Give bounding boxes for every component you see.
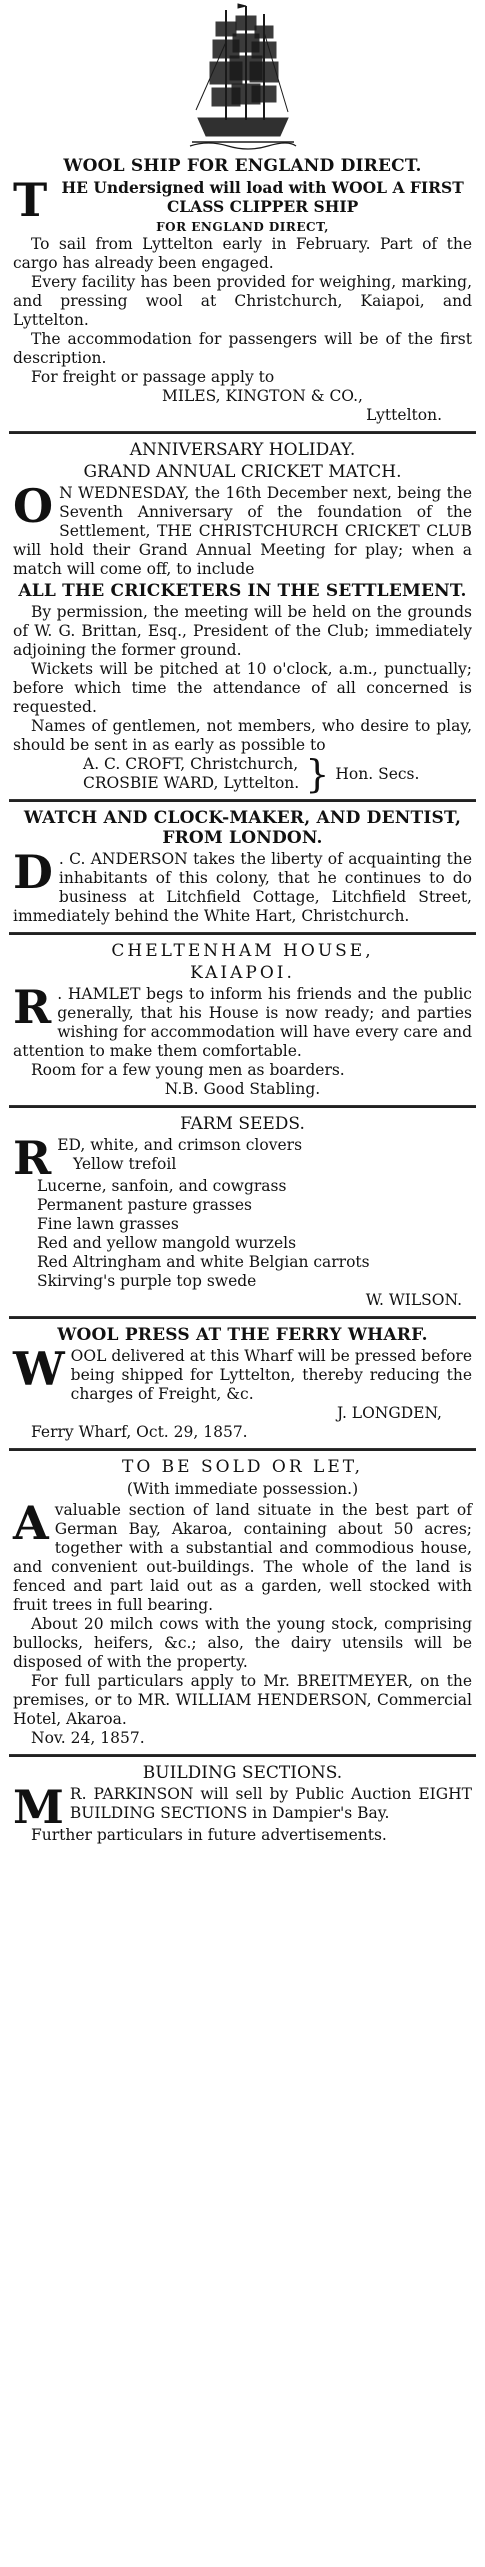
farm-seeds-item: Skirving's purple top swede (37, 1272, 257, 1290)
farm-seeds-item: Yellow trefoil (73, 1155, 177, 1173)
watchmaker-advertisement (9, 800, 476, 933)
wool-ship-paragraph-4: For freight or passage apply to (31, 368, 275, 386)
farm-seeds-item: Fine lawn grasses (37, 1215, 179, 1233)
cricket-subheadline: GRAND ANNUAL CRICKET MATCH. (83, 462, 402, 482)
sale-advertisement (9, 1449, 476, 1755)
sale-paragraph-2: For full particulars apply to Mr. BREITMEYER, on the premises, or to MR. WILLIAM HENDERSON, Commercial Hotel, Akaroa. (13, 1672, 472, 1728)
farm-seeds-signature: W. WILSON. (365, 1291, 462, 1309)
sale-paragraph-1: About 20 milch cows with the young stock, comprising bullocks, heifers, &c.; also, the dairy utensils will be disposed of with the property. (13, 1615, 472, 1671)
cricket-drop-cap: O (13, 479, 54, 533)
building-sections-advertisement (9, 1755, 476, 1851)
newspaper-column (9, 0, 476, 1851)
wool-ship-paragraph-2: Every facility has been provided for weighing, marking, and pressing wool at Christchurch, Kaiapoi, and Lyttelton. (13, 273, 472, 329)
farm-seeds-headline: FARM SEEDS. (180, 1114, 305, 1134)
cricket-secretaries-title: Hon. Secs. (335, 764, 420, 783)
sale-lead-text: valuable section of land situate in the best part of German Bay, Akaroa, containing about 50 acres; together with a substantial and commodious house, and convenient out-buildings. The whole of the land is fenced and part laid out as a garden, well stocked with fruit trees in full bearing. (13, 1501, 472, 1614)
building-sections-paragraph-1: Further particulars in future advertisements. (31, 1826, 387, 1844)
cheltenham-subheadline: KAIAPOI. (190, 963, 295, 983)
building-sections-lead-text: R. PARKINSON will sell by Public Auction EIGHT BUILDING SECTIONS in Dampier's Bay. (69, 1785, 472, 1822)
sale-dateline: Nov. 24, 1857. (31, 1729, 145, 1747)
cricket-secretaries-block (13, 752, 472, 796)
building-sections-drop-cap: M (13, 1780, 64, 1834)
wool-ship-headline: WOOL SHIP FOR ENGLAND DIRECT. (63, 156, 422, 176)
farm-seeds-advertisement (9, 1106, 476, 1317)
wool-press-dateline: Ferry Wharf, Oct. 29, 1857. (31, 1423, 248, 1441)
wool-ship-subline: FOR ENGLAND DIRECT, (156, 220, 329, 234)
farm-seeds-item: Red and yellow mangold wurzels (37, 1234, 297, 1252)
farm-seeds-lead-text: ED, white, and crimson clovers (57, 1136, 303, 1154)
cricket-lead-text: N WEDNESDAY, the 16th December next, being the Seventh Anniversary of the foundation of the Settlement, THE CHRISTCHURCH CRICKET CLUB will hold their Grand Annual Meeting for play; when a match will come off, to include (13, 484, 472, 578)
watchmaker-headline: WATCH AND CLOCK-MAKER, AND DENTIST, FROM LONDON. (23, 808, 462, 848)
cheltenham-paragraph-2: N.B. Good Stabling. (164, 1080, 321, 1098)
wool-ship-advertisement (9, 150, 476, 432)
wool-ship-lead-text: HE Undersigned will load with WOOL A FIRST CLASS CLIPPER SHIP (61, 178, 464, 216)
building-sections-headline: BUILDING SECTIONS. (142, 1763, 343, 1783)
cheltenham-lead-text: . HAMLET begs to inform his friends and the public generally, that his House is now ready; and parties wishing for accommodation will have every care and attention to make them comfortable. (13, 985, 472, 1060)
wool-ship-signature-place: Lyttelton. (366, 406, 442, 424)
farm-seeds-drop-cap: R (13, 1131, 52, 1185)
wool-ship-drop-cap: T (13, 173, 48, 227)
farm-seeds-item: Lucerne, sanfoin, and cowgrass (37, 1177, 287, 1195)
cricket-secretary-2: CROSBIE WARD, Lyttelton. (83, 774, 300, 792)
wool-press-lead-text: OOL delivered at this Wharf will be pressed before being shipped for Lyttelton, thereby reducing the charges of Freight, &c. (70, 1347, 472, 1403)
wool-ship-paragraph-1: To sail from Lyttelton early in February. Part of the cargo has already been engaged. (13, 235, 472, 272)
cricket-paragraph-1: By permission, the meeting will be held on the grounds of W. G. Brittan, Esq., President of the Club; immediately adjoining the former ground. (13, 603, 472, 659)
ship-woodcut (9, 2, 476, 150)
sailing-ship-icon (188, 2, 298, 150)
wool-ship-signature-name: MILES, KINGTON & CO., (162, 387, 363, 405)
cricket-headline: ANNIVERSARY HOLIDAY. (129, 440, 356, 460)
cheltenham-house-advertisement (9, 933, 476, 1106)
cricket-secretary-1: A. C. CROFT, Christchurch, (83, 755, 299, 773)
cricket-all-cricketers-line: ALL THE CRICKETERS IN THE SETTLEMENT. (18, 581, 467, 601)
wool-ship-paragraph-3: The accommodation for passengers will be of the first description. (13, 330, 472, 367)
cheltenham-drop-cap: R (13, 980, 52, 1034)
wool-press-signature: J. LONGDEN, (336, 1404, 442, 1422)
cricket-paragraph-3: Names of gentlemen, not members, who desire to play, should be sent in as early as possible to (13, 717, 472, 754)
watchmaker-drop-cap: D (13, 845, 53, 899)
cheltenham-paragraph-1: Room for a few young men as boarders. (31, 1061, 345, 1079)
sale-headline: TO BE SOLD OR LET, (122, 1457, 363, 1477)
sale-drop-cap: A (13, 1496, 49, 1550)
brace-icon: } (305, 752, 330, 796)
watchmaker-lead-text: . C. ANDERSON takes the liberty of acquainting the inhabitants of this colony, that he continues to do business at Litchfield Cottage, Litchfield Street, immediately behind the White Hart, Christchurch. (13, 850, 472, 925)
cricket-advertisement (9, 432, 476, 800)
wool-press-drop-cap: W (13, 1342, 65, 1396)
wool-press-headline: WOOL PRESS AT THE FERRY WHARF. (57, 1325, 428, 1345)
sale-subheadline: (With immediate possession.) (126, 1480, 359, 1498)
cricket-paragraph-2: Wickets will be pitched at 10 o'clock, a.m., punctually; before which time the attendance of all concerned is requested. (13, 660, 472, 716)
farm-seeds-item: Permanent pasture grasses (37, 1196, 252, 1214)
farm-seeds-item: Red Altringham and white Belgian carrots (37, 1253, 370, 1271)
cheltenham-headline: CHELTENHAM HOUSE, (111, 941, 374, 961)
wool-press-advertisement (9, 1317, 476, 1449)
